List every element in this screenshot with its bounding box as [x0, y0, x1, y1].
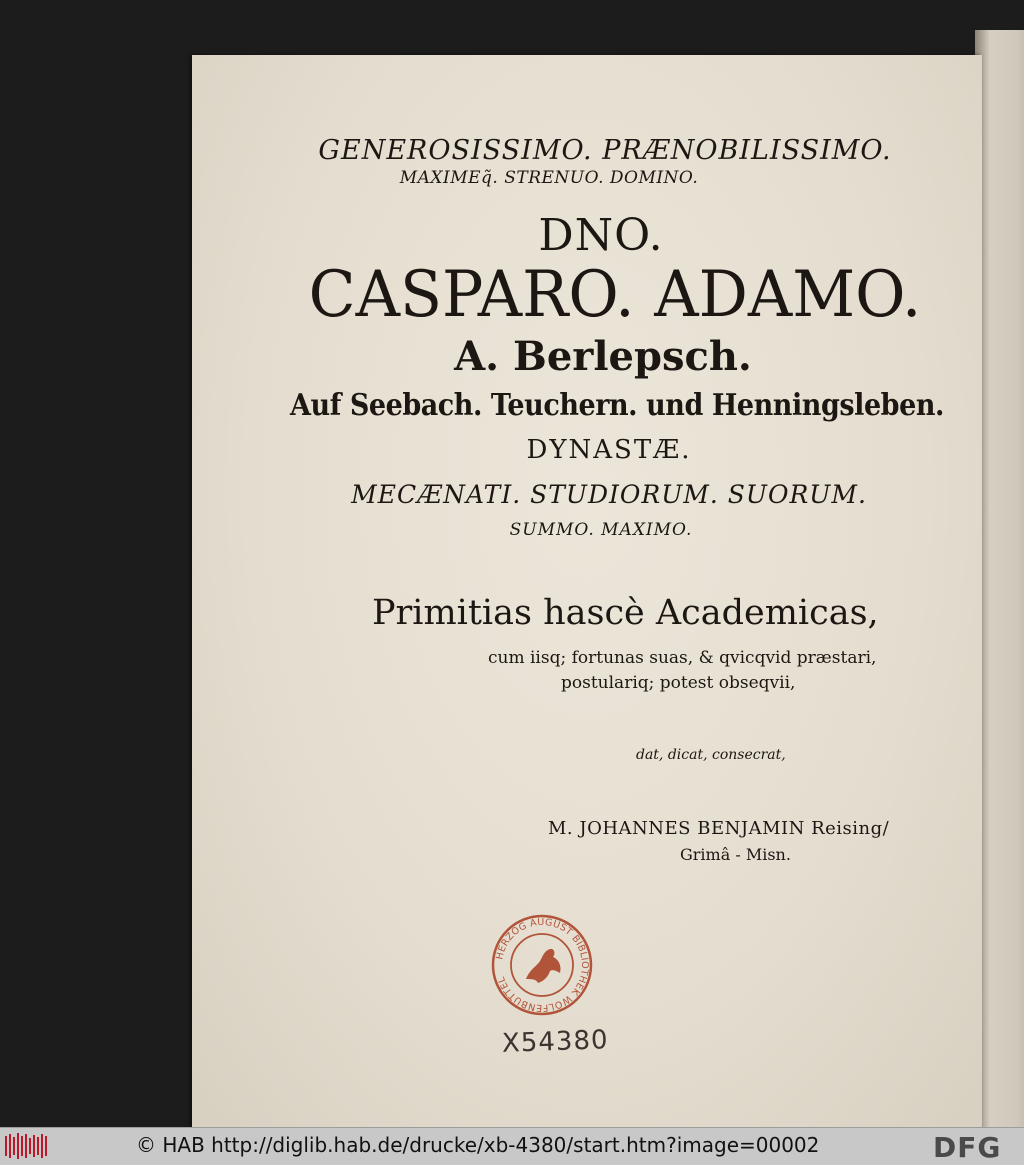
next-page-edge [975, 30, 1024, 1127]
dedicatee-estates: Auf Seebach. Teuchern. und Henningsleben. [290, 388, 944, 423]
dedication-line-mecaenati: MECÆNATI. STUDIORUM. SUORUM. [351, 480, 867, 509]
dedication-line-summo: SUMMO. MAXIMO. [509, 520, 693, 540]
copyright-url: © HAB http://diglib.hab.de/drucke/xb-4380/start.htm?image=00002 [136, 1133, 820, 1157]
dedication-line-maxime: MAXIMEq̃. STRENUO. DOMINO. [399, 168, 699, 188]
svg-text:HERZOG AUGUST BIBLIOTHEK WOLFE: HERZOG AUGUST BIBLIOTHEK WOLFENBÜTTEL [494, 916, 591, 1014]
author-origin: Grimâ - Misn. [680, 845, 791, 864]
shelfmark-handwritten: X54380 [501, 1025, 610, 1059]
book-page [192, 55, 982, 1127]
dfg-logo-text: DFG [933, 1131, 1002, 1161]
hab-barcode-icon [4, 1133, 48, 1159]
dedication-formula: dat, dicat, consecrat, [636, 747, 786, 763]
dedication-body-line-2: postulariq; potest obseqvii, [561, 673, 796, 693]
dfg-logo [933, 1131, 1019, 1161]
dedication-line-generosissimo: GENEROSISSIMO. PRÆNOBILISSIMO. [318, 135, 892, 166]
library-stamp-icon [490, 913, 594, 1017]
dedicatee-title: DYNASTÆ. [526, 435, 692, 465]
footer-bar [0, 1127, 1024, 1165]
dedication-line-dno: DNO. [538, 210, 664, 261]
dedication-body-line-1: cum iisq; fortunas suas, & qvicqvid præstari, [488, 648, 877, 668]
dedicatee-name: CASPARO. ADAMO. [308, 258, 922, 332]
dedicatee-family: A. Berlepsch. [454, 333, 752, 380]
primitias-heading: Primitias hascè Academicas, [372, 593, 879, 633]
author-name: M. JOHANNES BENJAMIN Reising/ [548, 818, 890, 839]
